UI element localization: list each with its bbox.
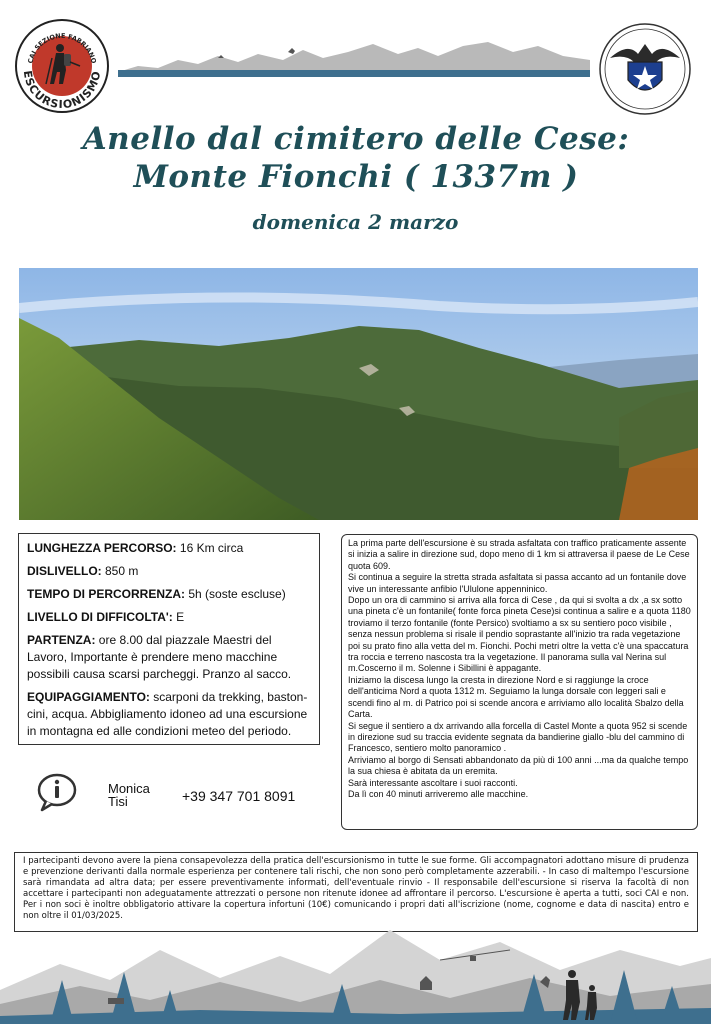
cai-logo	[598, 22, 692, 116]
info-departure: PARTENZA: ore 8.00 dal piazzale Maestri del Lavoro, Importante è prendere meno macchine possibili causa scarsi parcheggi. Pranzo al sacco.	[27, 633, 292, 681]
disclaimer-text: I partecipanti devono avere la piena consapevolezza della pratica dell'escursionismo in tutte le sue forme. Gli accompagnatori adottano misure di prudenza e prevenzione derivanti dalla normale esperienza per contenere tali rischi, che non sono però completamente azzerabili. - In caso di maltempo l'escursione sarà rimandata ad altra data; per essere preventivamente informati, dell'eventuale rinvio - Il responsabile dell'escursione si riserva la facoltà di non accettare i partecipanti non adeguatamente attrezzati o persone non ritenute idonee ad affrontare il percorso. L'escursione è aperta a tutti, soci CAI e non. Per i non soci è inoltre obbligatorio attivare la copertura infortuni (10€) comunicando i propri dati all'iscrizione (nome, cognome e data di nascita) entro e non oltre il 01/03/2025.	[14, 852, 698, 932]
description-paragraph: La prima parte dell'escursione è su strada asfaltata con traffico praticamente assente si inizia a salire in direzione sud, dopo meno di 1 km si attraversa il paese de Le Cese quota 609.	[348, 538, 690, 571]
info-equipment: EQUIPAGGIAMENTO: scarponi da trekking, baston-cini, acqua. Abbigliamento idoneo ad una escursione in montagna ed alle condizioni meteo del periodo.	[27, 690, 308, 738]
info-speech-bubble-icon	[36, 772, 78, 812]
title-line-2: Monte Fionchi ( 1337m )	[133, 159, 579, 195]
route-description-box	[341, 534, 698, 830]
description-paragraph: Si segue il sentiero a dx arrivando alla forcella di Castel Monte a quota 952 si scende in direzione sud su traccia evidente segnata da bandierine giallo -blu del cammino di Francesco, sentiero molto panoramico .	[348, 720, 688, 754]
mountain-landscape-photo	[19, 268, 698, 520]
description-paragraph: Si continua a seguire la stretta strada asfaltata si passa accanto ad un fontanile dove vive un interessante anfibio l'Ululone appenninico.	[348, 572, 687, 594]
page-title	[60, 120, 652, 196]
contact-block	[36, 772, 326, 816]
svg-text:CAI SEZIONE FABRIANO: CAI SEZIONE FABRIANO	[26, 31, 98, 65]
info-difficulty: LIVELLO DI DIFFICOLTA': E	[27, 610, 185, 624]
cai-fabriano-escursionismo-logo	[14, 18, 110, 114]
info-elevation-gain: DISLIVELLO: 850 m	[27, 564, 139, 578]
footer-mountain-illustration	[0, 920, 711, 1024]
contact-phone: +39 347 701 8091	[182, 788, 296, 804]
description-paragraph: Iniziamo la discesa lungo la cresta in direzione Nord e si raggiunge la croce dell'anticima Nord a quota 1312 m. Seguiamo la lunga dorsale con leggeri sali e scendi fino al m. di Patrico poi si scende ancora e arriviamo allo località Sbalzo della Carta.	[348, 674, 684, 720]
svg-text:ESCURSIONISMO: ESCURSIONISMO	[20, 69, 104, 112]
info-duration: TEMPO DI PERCORRENZA: 5h (soste escluse)	[27, 587, 286, 601]
title-line-1: Anello dal cimitero delle Cese:	[82, 121, 630, 157]
info-length: LUNGHEZZA PERCORSO: 16 Km circa	[27, 541, 244, 555]
contact-name: Monica Tisi	[108, 781, 150, 809]
event-date: domenica 2 marzo	[252, 210, 459, 234]
route-info-box	[18, 533, 320, 745]
description-paragraph: Sarà interessante ascoltare i suoi racconti.	[348, 777, 518, 788]
header-mountain-band	[118, 34, 590, 80]
description-paragraph: Dopo un ora di cammino si arriva alla forca di Cese , da qui si svolta a dx ,a sx sotto una pineta c'è un fontanile( fonte forca pineta Cese)si continua a salire e a quota 1180 troviamo il terzo fontanile (fonte Persico) svoltiamo a sx su sentiero poco visibile , senza nessun problema si risale il pendio soprastante all'inizio tra rada vegetazione poi su prato fino alla vetta del m. Fionchi. Pochi metri oltre la vetta c'è una spaccatura tra roccia e terreno nascosta tra la vegetazione. Il panorama sulla val Nerina sul m.Coscerno il m. Solenne i Sibillini è appagante.	[348, 595, 691, 674]
description-paragraph: Da lì con 40 minuti arriveremo alle macchine.	[348, 788, 529, 799]
description-paragraph: Arriviamo al borgo di Sensati abbandonato da più di 100 anni ...ma da qualche tempo la sua chiesa è abitata da un eremita.	[348, 754, 689, 777]
